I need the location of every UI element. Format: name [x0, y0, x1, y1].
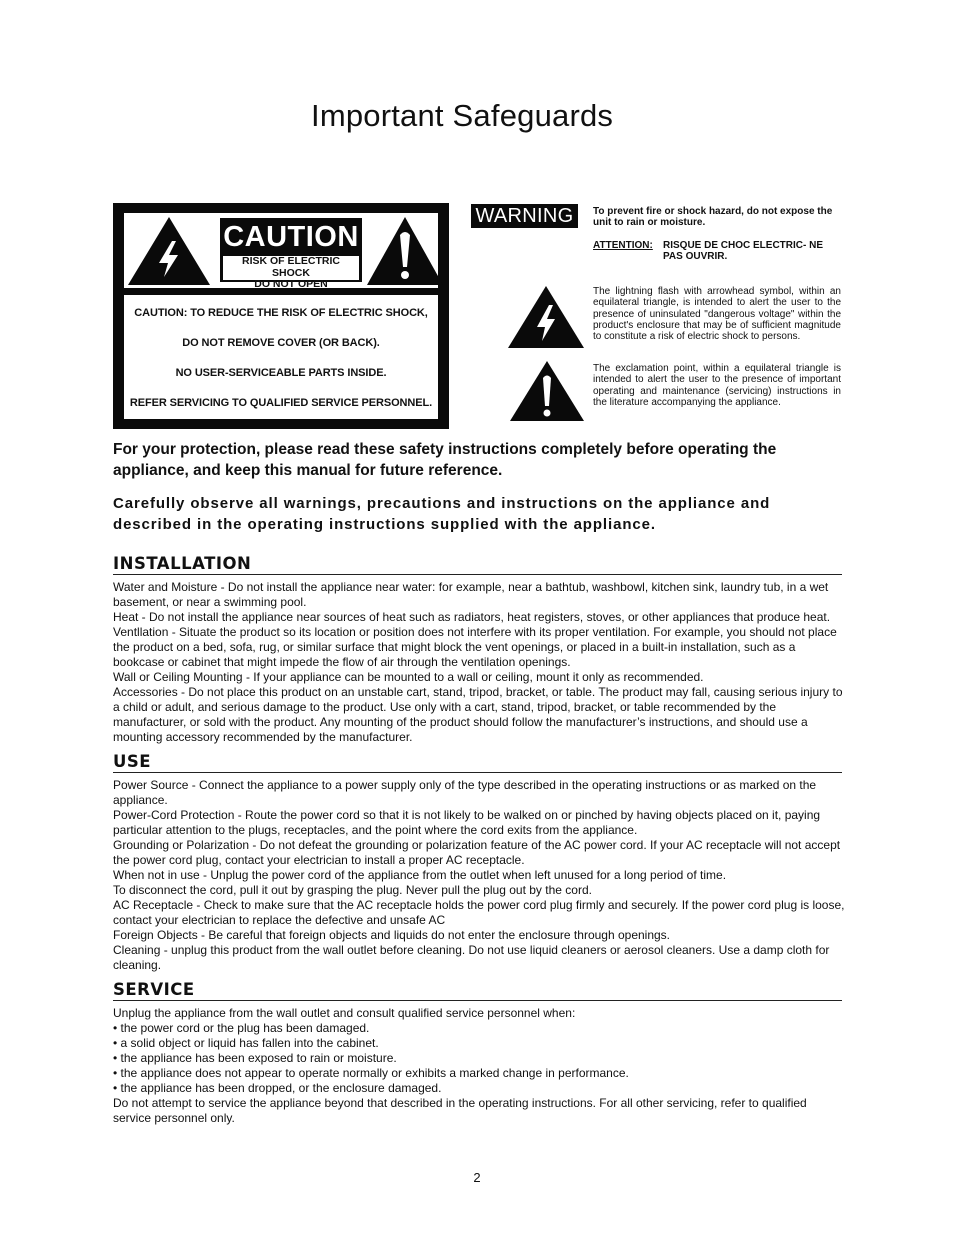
installation-paragraph: Ventllation - Situate the product so its location or position does not interfere with its proper ventilation. For example, you should not place the product on a bed, sofa, rug, or similar surface that might block the vent openings, or placed in a built-in installation, such as a bookcase or cabinet that might impede the flow of air through the ventilation openings.	[113, 625, 837, 669]
service-bullet: • the appliance has been exposed to rain or moisture.	[113, 1051, 397, 1065]
page-number: 2	[473, 1170, 481, 1185]
use-paragraph: Power-Cord Protection - Route the power cord so that it is not likely to be walked on or pinched by having objects placed on it, paying particular attention to the plugs, receptacles, and the point where the cord exits from the appliance.	[113, 808, 821, 837]
warning-text: To prevent fire or shock hazard, do not expose the unit to rain or moisture.	[593, 206, 833, 228]
use-paragraph: Foreign Objects - Be careful that foreign objects and liquids do not enter the enclosure through openings.	[113, 928, 671, 942]
caution-banner	[220, 218, 362, 290]
page-title: Important Safeguards	[311, 98, 614, 133]
use-paragraph: Cleaning - unplug this product from the wall outlet before cleaning. Do not use liquid cleaners or aerosol cleaners. Use a damp cloth for cleaning.	[113, 943, 830, 972]
use-paragraph: When not in use - Unplug the power cord of the appliance from the outlet when left unused for a long period of time.	[113, 868, 727, 882]
use-body	[113, 778, 845, 973]
lightning-triangle-icon	[507, 285, 585, 349]
service-paragraph: Unplug the appliance from the wall outlet and consult qualified service personnel when:	[113, 1006, 576, 1020]
exclamation-triangle-icon	[509, 360, 585, 422]
lightning-triangle-icon	[126, 215, 212, 287]
caution-line-1: CAUTION: TO REDUCE THE RISK OF ELECTRIC SHOCK,	[134, 307, 428, 319]
exclamation-description: The exclamation point, within a equilateral triangle is intended to alert the user to the presence of important operating and maintenance (servicing) instructions in the literature accompanying the appliance.	[593, 363, 841, 408]
caution-sub-line-1: RISK OF ELECTRIC SHOCK	[241, 255, 340, 279]
caution-instructions	[124, 295, 438, 419]
service-heading: SERVICE	[113, 980, 842, 1001]
use-heading: USE	[113, 752, 842, 773]
exclamation-triangle-icon	[365, 215, 445, 287]
caution-line-4: REFER SERVICING TO QUALIFIED SERVICE PERSONNEL.	[129, 397, 433, 409]
protection-notice: For your protection, please read these safety instructions completely before operating the appliance, and keep this manual for future reference.	[113, 441, 777, 479]
lightning-description: The lightning flash with arrowhead symbol, within an equilateral triangle, is intended to alert the user to the presence of uninsulated "dangerous voltage" within the product's enclosure that may be of sufficient magnitude to constitute a risk of electric shock to persons.	[593, 286, 841, 343]
use-paragraph: Grounding or Polarization - Do not defeat the grounding or polarization feature of the AC power cord. If your AC receptacle will not accept the power cord plug, contact your electrician to install a proper AC receptacle.	[113, 838, 841, 867]
use-paragraph: Power Source - Connect the appliance to a power supply only of the type described in the operating instructions or as marked on the appliance.	[113, 778, 817, 807]
warning-badge: WARNING	[471, 204, 578, 228]
use-paragraph: AC Receptacle - Check to make sure that the AC receptacle holds the power cord plug firmly and securely. If the power cord plug is loose, contact your electrician to replace the defective and unsafe AC	[113, 898, 845, 927]
caution-sub-line-2: DO NOT OPEN	[254, 278, 328, 290]
caution-header	[124, 213, 438, 288]
service-bullet: • the appliance does not appear to operate normally or exhibits a marked change in performance.	[113, 1066, 629, 1080]
caution-word: CAUTION	[223, 221, 359, 253]
caution-label	[113, 203, 449, 429]
service-bullet: • the appliance has been dropped, or the enclosure damaged.	[113, 1081, 442, 1095]
observe-notice: Carefully observe all warnings, precautions and instructions on the appliance and described in the operating instructions supplied with the appliance.	[113, 495, 771, 533]
service-paragraph: Do not attempt to service the appliance beyond that described in the operating instructions. For all other servicing, refer to qualified service personnel only.	[113, 1096, 807, 1125]
attention-text: RISQUE DE CHOC ELECTRIC- NE PAS OUVRIR.	[663, 240, 824, 262]
service-body	[113, 1006, 845, 1126]
caution-line-2: DO NOT REMOVE COVER (OR BACK).	[182, 337, 380, 349]
installation-paragraph: Wall or Ceiling Mounting - If your appliance can be mounted to a wall or ceiling, mount it only as recommended.	[113, 670, 704, 684]
caution-sub	[223, 255, 359, 290]
service-bullet: • a solid object or liquid has fallen into the cabinet.	[113, 1036, 379, 1050]
installation-paragraph: Accessories - Do not place this product on an unstable cart, stand, tripod, bracket, or table. The product may fall, causing serious injury to a child or adult, and serious damage to the product. Use only with a cart, stand, tripod, bracket, or table recommended by the manufacturer, or sold with the product. Any mounting of the product should follow the manufacturer’s instructions, and should use a mounting accessory recommended by the manufacturer.	[113, 685, 843, 744]
installation-heading: INSTALLATION	[113, 554, 842, 575]
installation-paragraph: Water and Moisture - Do not install the appliance near water: for example, near a bathtub, washbowl, kitchen sink, laundry tub, in a wet basement, or near a swimming pool.	[113, 580, 829, 609]
attention-label-text: ATTENTION:	[593, 240, 653, 251]
attention-label	[593, 240, 653, 251]
installation-paragraph: Heat - Do not install the appliance near sources of heat such as radiators, heat registers, stoves, or other appliances that produce heat.	[113, 610, 831, 624]
installation-body	[113, 580, 845, 745]
service-bullet: • the power cord or the plug has been damaged.	[113, 1021, 370, 1035]
caution-line-3: NO USER-SERVICEABLE PARTS INSIDE.	[175, 367, 387, 379]
use-paragraph: To disconnect the cord, pull it out by grasping the plug. Never pull the plug out by the cord.	[113, 883, 592, 897]
